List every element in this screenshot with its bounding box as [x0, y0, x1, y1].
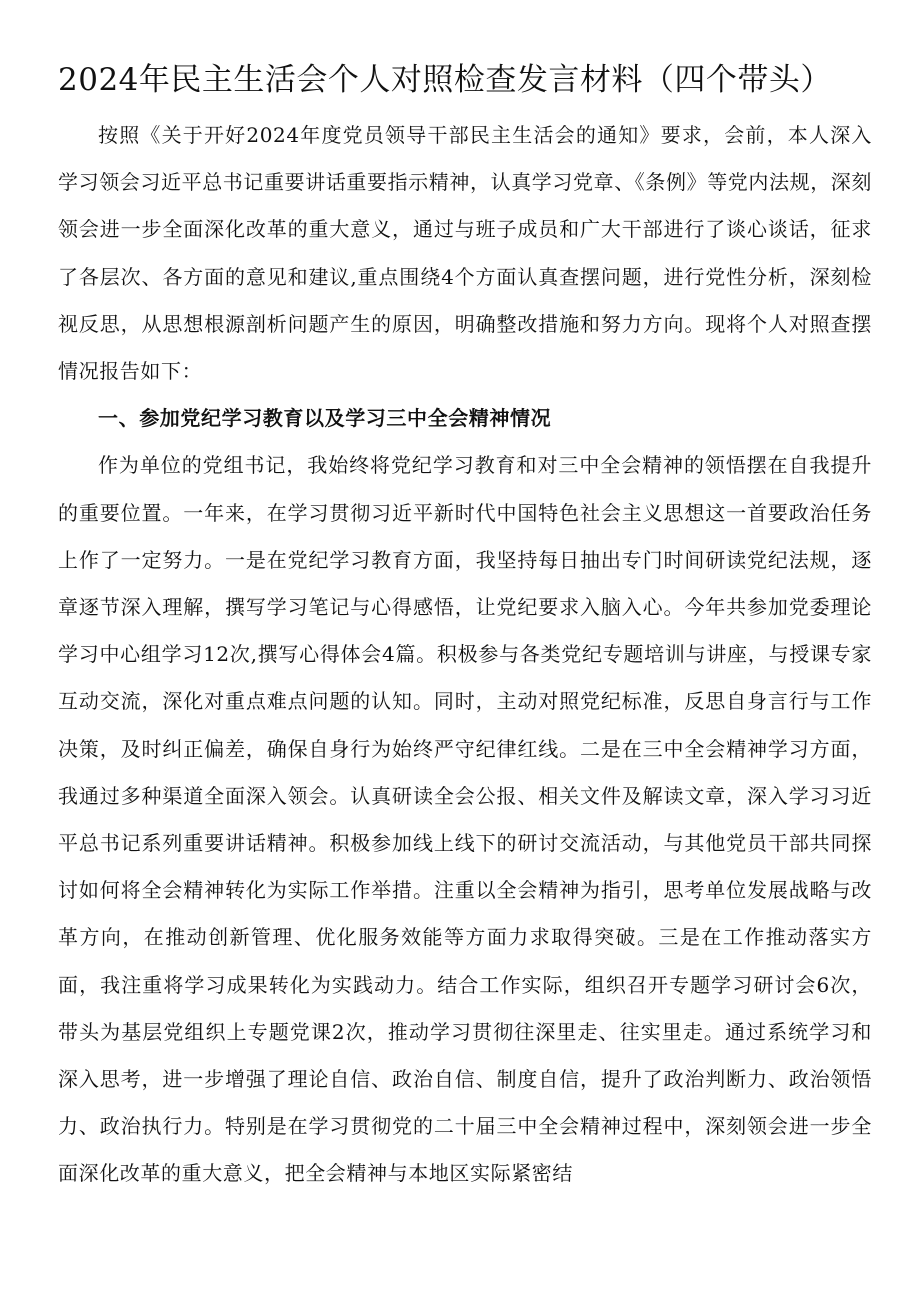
document-title: 2024年民主生活会个人对照检查发言材料（四个带头） — [58, 62, 832, 98]
section-heading-1: 一、参加党纪学习教育以及学习三中全会精神情况 — [98, 406, 552, 431]
intro-paragraph: 按照《关于开好2024年度党员领导干部民主生活会的通知》要求，会前，本人深入学习领会习近平总书记重要讲话重要指示精神，认真学习党章、《条例》等党内法规，深刻领会进一步全面深化改革的重大意义，通过与班子成员和广大干部进行了谈心谈话，征求了各层次、各方面的意见和建议,重点围绕4个方面认真查摆问题，进行党性分析，深刻检视反思，从思想根源剖析问题产生的原因，明确整改措施和努力方向。现将个人对照查摆情况报告如下： — [58, 123, 872, 384]
section-1-paragraph: 作为单位的党组书记，我始终将党纪学习教育和对三中全会精神的领悟摆在自我提升的重要位置。一年来，在学习贯彻习近平新时代中国特色社会主义思想这一首要政治任务上作了一定努力。一是在党纪学习教育方面，我坚持每日抽出专门时间研读党纪法规，逐章逐节深入理解，撰写学习笔记与心得感悟，让党纪要求入脑入心。今年共参加党委理论学习中心组学习12次,撰写心得体会4篇。积极参与各类党纪专题培训与讲座，与授课专家互动交流，深化对重点难点问题的认知。同时，主动对照党纪标准，反思自身言行与工作决策，及时纠正偏差，确保自身行为始终严守纪律红线。二是在三中全会精神学习方面，我通过多种渠道全面深入领会。认真研读全会公报、相关文件及解读文章，深入学习习近平总书记系列重要讲话精神。积极参加线上线下的研讨交流活动，与其他党员干部共同探讨如何将全会精神转化为实际工作举措。注重以全会精神为指引，思考单位发展战略与改革方向，在推动创新管理、优化服务效能等方面力求取得突破。三是在工作推动落实方面，我注重将学习成果转化为实践动力。结合工作实际，组织召开专题学习研讨会6次，带头为基层党组织上专题党课2次，推动学习贯彻往深里走、往实里走。通过系统学习和深入思考，进一步增强了理论自信、政治自信、制度自信，提升了政治判断力、政治领悟力、政治执行力。特别是在学习贯彻党的二十届三中全会精神过程中，深刻领会进一步全面深化改革的重大意义，把全会精神与本地区实际紧密结 — [58, 453, 872, 1186]
